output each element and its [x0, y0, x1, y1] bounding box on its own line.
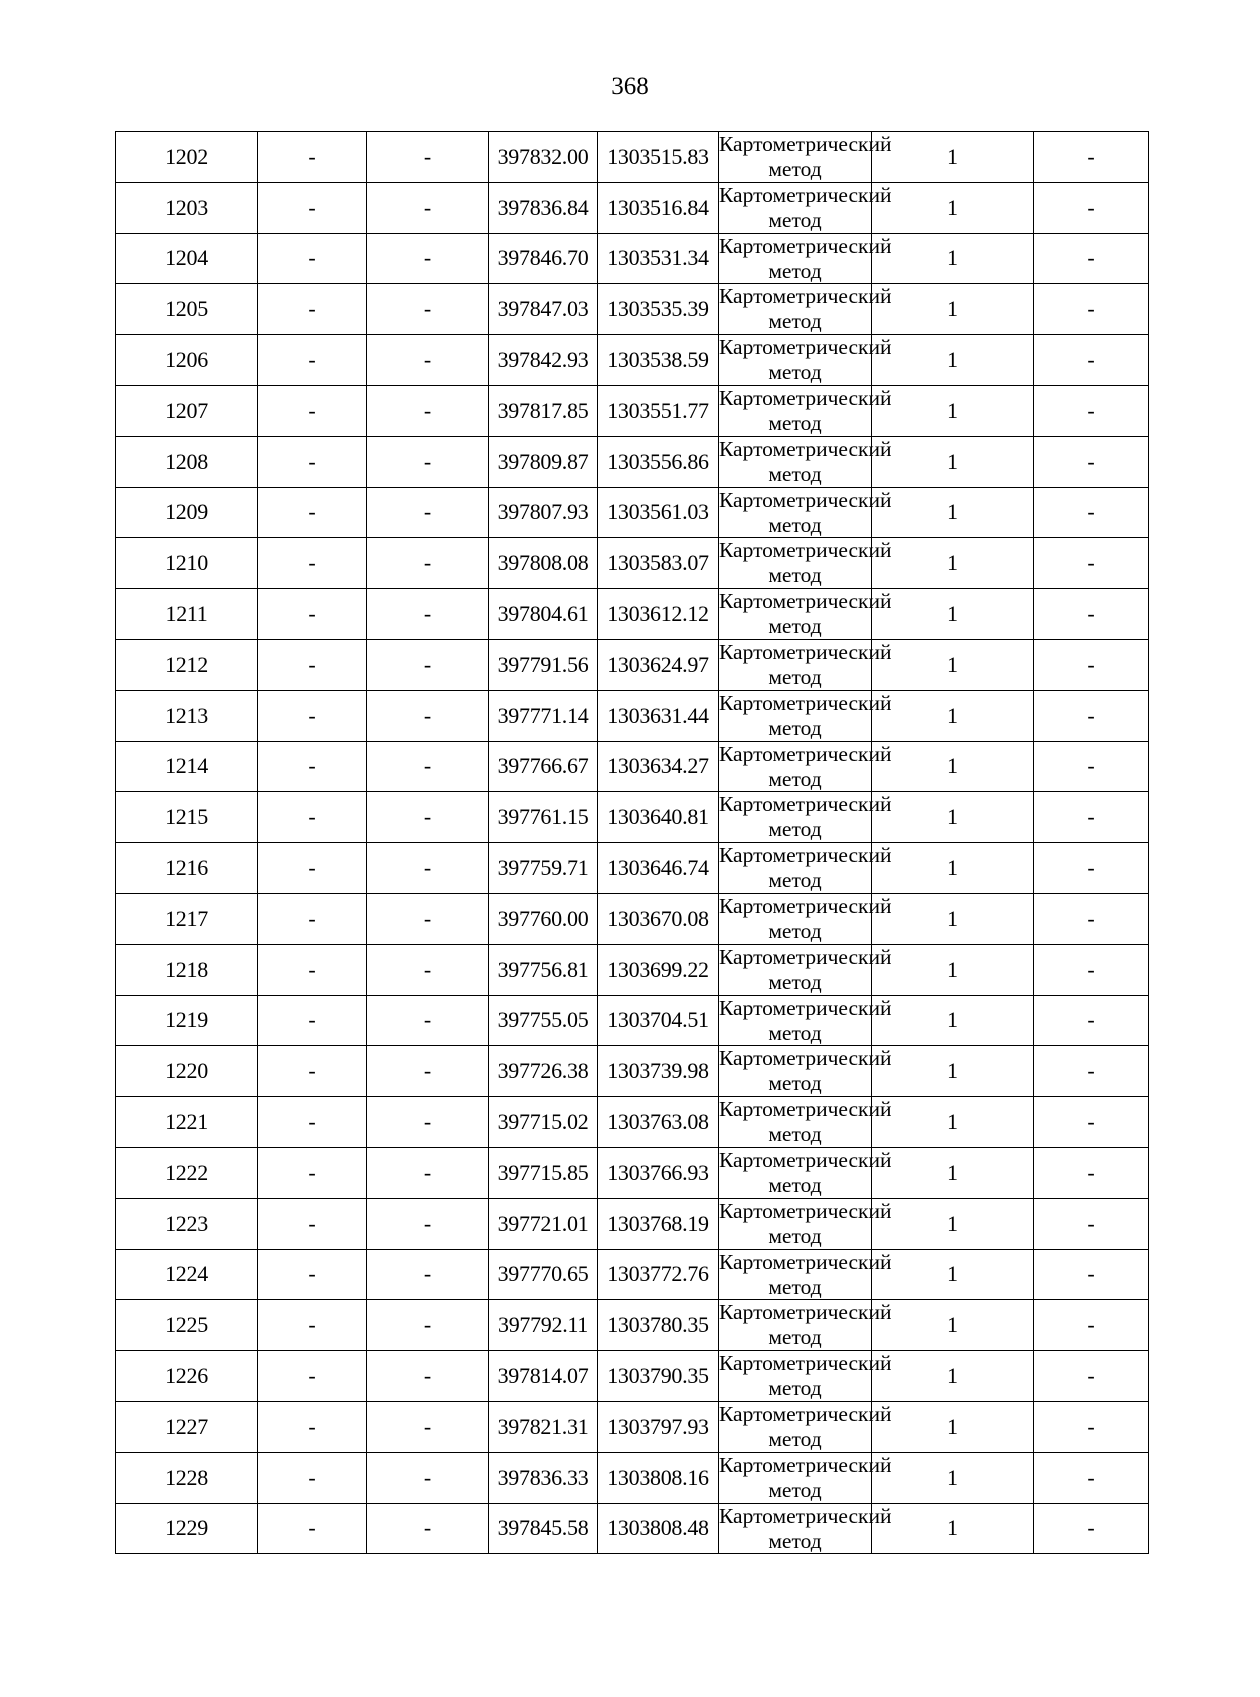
- method-text: Картометрический метод: [719, 132, 892, 181]
- coordinate-x-cell: 397821.31: [489, 1401, 598, 1452]
- accuracy-cell: 1: [872, 893, 1034, 944]
- note-dash-cell: -: [1034, 589, 1149, 640]
- coordinate-y-cell: 1303699.22: [598, 944, 719, 995]
- coordinate-x-cell: 397814.07: [489, 1351, 598, 1402]
- empty-dash-cell: -: [258, 1097, 367, 1148]
- empty-dash-cell: -: [367, 843, 489, 894]
- coordinate-y-cell: 1303631.44: [598, 690, 719, 741]
- empty-dash-cell: -: [367, 995, 489, 1046]
- table-row: [116, 335, 1149, 386]
- coordinate-x-cell: 397755.05: [489, 995, 598, 1046]
- method-cell: [719, 335, 892, 386]
- method-cell: [719, 538, 892, 589]
- empty-dash-cell: -: [367, 132, 489, 183]
- method-cell: [719, 589, 892, 640]
- accuracy-cell: 1: [872, 690, 1034, 741]
- accuracy-cell: 1: [872, 741, 1034, 792]
- empty-dash-cell: -: [258, 1249, 367, 1300]
- note-dash-cell: -: [1034, 690, 1149, 741]
- note-dash-cell: -: [1034, 1249, 1149, 1300]
- page-number: 368: [611, 73, 649, 100]
- note-dash-cell: -: [1034, 1503, 1149, 1554]
- method-text: Картометрический метод: [719, 690, 892, 740]
- note-dash-cell: -: [1034, 182, 1149, 233]
- coordinate-y-cell: 1303561.03: [598, 487, 719, 538]
- empty-dash-cell: -: [367, 1401, 489, 1452]
- empty-dash-cell: -: [367, 385, 489, 436]
- note-dash-cell: -: [1034, 1300, 1149, 1351]
- empty-dash-cell: -: [367, 233, 489, 284]
- coordinate-x-cell: 397836.33: [489, 1452, 598, 1503]
- coordinate-y-cell: 1303808.48: [598, 1503, 719, 1554]
- point-number-cell: 1207: [116, 385, 258, 436]
- method-cell: [719, 385, 892, 436]
- empty-dash-cell: -: [258, 182, 367, 233]
- coordinate-x-cell: 397759.71: [489, 843, 598, 894]
- note-dash-cell: -: [1034, 132, 1149, 183]
- point-number-cell: 1210: [116, 538, 258, 589]
- coordinate-x-cell: 397807.93: [489, 487, 598, 538]
- coordinate-y-cell: 1303583.07: [598, 538, 719, 589]
- method-cell: [719, 1452, 892, 1503]
- coordinate-x-cell: 397715.02: [489, 1097, 598, 1148]
- coordinate-x-cell: 397721.01: [489, 1198, 598, 1249]
- coordinate-x-cell: 397832.00: [489, 132, 598, 183]
- table-row: [116, 741, 1149, 792]
- empty-dash-cell: -: [367, 1198, 489, 1249]
- method-cell: [719, 1147, 892, 1198]
- method-cell: [719, 1401, 892, 1452]
- accuracy-cell: 1: [872, 589, 1034, 640]
- empty-dash-cell: -: [258, 538, 367, 589]
- note-dash-cell: -: [1034, 792, 1149, 843]
- accuracy-cell: 1: [872, 1503, 1034, 1554]
- point-number-cell: 1226: [116, 1351, 258, 1402]
- empty-dash-cell: -: [258, 233, 367, 284]
- note-dash-cell: -: [1034, 335, 1149, 386]
- method-cell: [719, 792, 892, 843]
- empty-dash-cell: -: [367, 741, 489, 792]
- empty-dash-cell: -: [258, 995, 367, 1046]
- point-number-cell: 1225: [116, 1300, 258, 1351]
- method-cell: [719, 1097, 892, 1148]
- table-row: [116, 995, 1149, 1046]
- empty-dash-cell: -: [367, 436, 489, 487]
- coordinate-y-cell: 1303772.76: [598, 1249, 719, 1300]
- coordinate-y-cell: 1303612.12: [598, 589, 719, 640]
- point-number-cell: 1219: [116, 995, 258, 1046]
- method-cell: [719, 1249, 892, 1300]
- method-cell: [719, 182, 892, 233]
- method-text: Картометрический метод: [719, 741, 892, 791]
- point-number-cell: 1221: [116, 1097, 258, 1148]
- point-number-cell: 1211: [116, 589, 258, 640]
- coordinate-x-cell: 397808.08: [489, 538, 598, 589]
- coordinate-x-cell: 397761.15: [489, 792, 598, 843]
- coordinate-y-cell: 1303780.35: [598, 1300, 719, 1351]
- empty-dash-cell: -: [367, 284, 489, 335]
- empty-dash-cell: -: [258, 1452, 367, 1503]
- table-row: [116, 1147, 1149, 1198]
- coordinate-y-cell: 1303634.27: [598, 741, 719, 792]
- coordinate-y-cell: 1303515.83: [598, 132, 719, 183]
- note-dash-cell: -: [1034, 944, 1149, 995]
- accuracy-cell: 1: [872, 436, 1034, 487]
- note-dash-cell: -: [1034, 1147, 1149, 1198]
- empty-dash-cell: -: [258, 1046, 367, 1097]
- method-cell: [719, 741, 892, 792]
- method-text: Картометрический метод: [719, 436, 892, 486]
- accuracy-cell: 1: [872, 182, 1034, 233]
- point-number-cell: 1208: [116, 436, 258, 487]
- coordinate-x-cell: 397804.61: [489, 589, 598, 640]
- coordinate-y-cell: 1303538.59: [598, 335, 719, 386]
- accuracy-cell: 1: [872, 335, 1034, 386]
- point-number-cell: 1220: [116, 1046, 258, 1097]
- table-row: [116, 1046, 1149, 1097]
- method-cell: [719, 995, 892, 1046]
- coordinate-x-cell: 397836.84: [489, 182, 598, 233]
- empty-dash-cell: -: [367, 893, 489, 944]
- method-cell: [719, 1351, 892, 1402]
- coordinate-x-cell: 397817.85: [489, 385, 598, 436]
- table-row: [116, 436, 1149, 487]
- point-number-cell: 1209: [116, 487, 258, 538]
- coordinate-x-cell: 397760.00: [489, 893, 598, 944]
- method-cell: [719, 487, 892, 538]
- table-row: [116, 944, 1149, 995]
- method-text: Картометрический метод: [719, 1147, 892, 1197]
- accuracy-cell: 1: [872, 1198, 1034, 1249]
- coordinate-y-cell: 1303670.08: [598, 893, 719, 944]
- empty-dash-cell: -: [258, 1300, 367, 1351]
- coordinate-y-cell: 1303624.97: [598, 639, 719, 690]
- note-dash-cell: -: [1034, 893, 1149, 944]
- method-cell: [719, 1503, 892, 1554]
- accuracy-cell: 1: [872, 233, 1034, 284]
- coordinate-y-cell: 1303531.34: [598, 233, 719, 284]
- coordinate-x-cell: 397845.58: [489, 1503, 598, 1554]
- table-row: [116, 132, 1149, 183]
- coordinate-y-cell: 1303790.35: [598, 1351, 719, 1402]
- note-dash-cell: -: [1034, 995, 1149, 1046]
- method-text: Картометрический метод: [719, 233, 892, 283]
- method-text: Картометрический метод: [719, 1351, 892, 1401]
- coordinate-y-cell: 1303551.77: [598, 385, 719, 436]
- note-dash-cell: -: [1034, 741, 1149, 792]
- point-number-cell: 1223: [116, 1198, 258, 1249]
- method-text: Картометрический метод: [719, 893, 892, 943]
- note-dash-cell: -: [1034, 1046, 1149, 1097]
- empty-dash-cell: -: [258, 1351, 367, 1402]
- method-text: Картометрический метод: [719, 1249, 892, 1299]
- point-number-cell: 1227: [116, 1401, 258, 1452]
- coordinate-x-cell: 397715.85: [489, 1147, 598, 1198]
- coordinate-y-cell: 1303808.16: [598, 1452, 719, 1503]
- coordinate-y-cell: 1303516.84: [598, 182, 719, 233]
- empty-dash-cell: -: [258, 284, 367, 335]
- method-text: Картометрический метод: [719, 284, 892, 334]
- accuracy-cell: 1: [872, 1300, 1034, 1351]
- method-text: Картометрический метод: [719, 792, 892, 842]
- accuracy-cell: 1: [872, 1097, 1034, 1148]
- table-row: [116, 233, 1149, 284]
- accuracy-cell: 1: [872, 284, 1034, 335]
- point-number-cell: 1229: [116, 1503, 258, 1554]
- note-dash-cell: -: [1034, 284, 1149, 335]
- note-dash-cell: -: [1034, 1351, 1149, 1402]
- empty-dash-cell: -: [258, 335, 367, 386]
- table-row: [116, 538, 1149, 589]
- coordinates-table: [115, 131, 1149, 1554]
- method-text: Картометрический метод: [719, 487, 892, 537]
- point-number-cell: 1203: [116, 182, 258, 233]
- coordinate-y-cell: 1303766.93: [598, 1147, 719, 1198]
- empty-dash-cell: -: [367, 1351, 489, 1402]
- method-cell: [719, 843, 892, 894]
- empty-dash-cell: -: [367, 1249, 489, 1300]
- method-text: Картометрический метод: [719, 1046, 892, 1096]
- point-number-cell: 1213: [116, 690, 258, 741]
- table-row: [116, 1198, 1149, 1249]
- empty-dash-cell: -: [258, 944, 367, 995]
- table-row: [116, 792, 1149, 843]
- coordinate-x-cell: 397792.11: [489, 1300, 598, 1351]
- method-cell: [719, 639, 892, 690]
- coordinate-y-cell: 1303768.19: [598, 1198, 719, 1249]
- coordinate-x-cell: 397846.70: [489, 233, 598, 284]
- point-number-cell: 1206: [116, 335, 258, 386]
- method-cell: [719, 132, 892, 183]
- table-row: [116, 893, 1149, 944]
- accuracy-cell: 1: [872, 1351, 1034, 1402]
- table-row: [116, 690, 1149, 741]
- method-text: Картометрический метод: [719, 843, 892, 893]
- empty-dash-cell: -: [367, 690, 489, 741]
- empty-dash-cell: -: [367, 335, 489, 386]
- empty-dash-cell: -: [367, 1452, 489, 1503]
- empty-dash-cell: -: [367, 589, 489, 640]
- empty-dash-cell: -: [258, 1401, 367, 1452]
- point-number-cell: 1214: [116, 741, 258, 792]
- coordinate-y-cell: 1303556.86: [598, 436, 719, 487]
- table-row: [116, 589, 1149, 640]
- accuracy-cell: 1: [872, 944, 1034, 995]
- empty-dash-cell: -: [258, 639, 367, 690]
- empty-dash-cell: -: [258, 132, 367, 183]
- accuracy-cell: 1: [872, 1046, 1034, 1097]
- accuracy-cell: 1: [872, 995, 1034, 1046]
- table-row: [116, 182, 1149, 233]
- table-row: [116, 487, 1149, 538]
- coordinate-x-cell: 397756.81: [489, 944, 598, 995]
- coordinates-table-body: [116, 132, 1149, 1554]
- empty-dash-cell: -: [367, 1147, 489, 1198]
- method-text: Картометрический метод: [719, 385, 892, 435]
- method-text: Картометрический метод: [719, 335, 892, 385]
- method-text: Картометрический метод: [719, 995, 892, 1045]
- note-dash-cell: -: [1034, 1401, 1149, 1452]
- method-cell: [719, 284, 892, 335]
- coordinate-x-cell: 397842.93: [489, 335, 598, 386]
- note-dash-cell: -: [1034, 1097, 1149, 1148]
- empty-dash-cell: -: [258, 589, 367, 640]
- coordinate-y-cell: 1303646.74: [598, 843, 719, 894]
- point-number-cell: 1215: [116, 792, 258, 843]
- coordinate-x-cell: 397770.65: [489, 1249, 598, 1300]
- method-text: Картометрический метод: [719, 589, 892, 639]
- method-text: Картометрический метод: [719, 1503, 892, 1553]
- coordinate-y-cell: 1303763.08: [598, 1097, 719, 1148]
- empty-dash-cell: -: [258, 792, 367, 843]
- table-row: [116, 639, 1149, 690]
- table-row: [116, 385, 1149, 436]
- empty-dash-cell: -: [258, 893, 367, 944]
- note-dash-cell: -: [1034, 385, 1149, 436]
- point-number-cell: 1202: [116, 132, 258, 183]
- point-number-cell: 1204: [116, 233, 258, 284]
- coordinate-x-cell: 397791.56: [489, 639, 598, 690]
- accuracy-cell: 1: [872, 639, 1034, 690]
- accuracy-cell: 1: [872, 1401, 1034, 1452]
- coordinate-y-cell: 1303640.81: [598, 792, 719, 843]
- coordinate-y-cell: 1303535.39: [598, 284, 719, 335]
- method-text: Картометрический метод: [719, 182, 892, 232]
- empty-dash-cell: -: [367, 1300, 489, 1351]
- empty-dash-cell: -: [367, 944, 489, 995]
- empty-dash-cell: -: [367, 639, 489, 690]
- empty-dash-cell: -: [367, 182, 489, 233]
- method-cell: [719, 1198, 892, 1249]
- accuracy-cell: 1: [872, 487, 1034, 538]
- empty-dash-cell: -: [258, 1198, 367, 1249]
- empty-dash-cell: -: [367, 538, 489, 589]
- method-text: Картометрический метод: [719, 1300, 892, 1350]
- empty-dash-cell: -: [258, 436, 367, 487]
- point-number-cell: 1216: [116, 843, 258, 894]
- note-dash-cell: -: [1034, 538, 1149, 589]
- method-text: Картометрический метод: [719, 1198, 892, 1248]
- empty-dash-cell: -: [258, 1147, 367, 1198]
- empty-dash-cell: -: [367, 1046, 489, 1097]
- method-cell: [719, 893, 892, 944]
- coordinate-y-cell: 1303797.93: [598, 1401, 719, 1452]
- method-text: Картометрический метод: [719, 1401, 892, 1451]
- accuracy-cell: 1: [872, 132, 1034, 183]
- empty-dash-cell: -: [258, 487, 367, 538]
- note-dash-cell: -: [1034, 436, 1149, 487]
- empty-dash-cell: -: [367, 487, 489, 538]
- table-row: [116, 1503, 1149, 1554]
- table-row: [116, 843, 1149, 894]
- empty-dash-cell: -: [258, 385, 367, 436]
- table-row: [116, 1452, 1149, 1503]
- note-dash-cell: -: [1034, 1198, 1149, 1249]
- accuracy-cell: 1: [872, 843, 1034, 894]
- note-dash-cell: -: [1034, 843, 1149, 894]
- method-cell: [719, 944, 892, 995]
- empty-dash-cell: -: [258, 843, 367, 894]
- accuracy-cell: 1: [872, 1249, 1034, 1300]
- point-number-cell: 1205: [116, 284, 258, 335]
- table-row: [116, 1351, 1149, 1402]
- method-text: Картометрический метод: [719, 1097, 892, 1147]
- coordinate-y-cell: 1303739.98: [598, 1046, 719, 1097]
- accuracy-cell: 1: [872, 1452, 1034, 1503]
- table-row: [116, 1401, 1149, 1452]
- accuracy-cell: 1: [872, 1147, 1034, 1198]
- coordinate-x-cell: 397809.87: [489, 436, 598, 487]
- point-number-cell: 1228: [116, 1452, 258, 1503]
- method-cell: [719, 233, 892, 284]
- empty-dash-cell: -: [367, 1097, 489, 1148]
- method-cell: [719, 690, 892, 741]
- note-dash-cell: -: [1034, 233, 1149, 284]
- point-number-cell: 1224: [116, 1249, 258, 1300]
- method-cell: [719, 1046, 892, 1097]
- empty-dash-cell: -: [258, 690, 367, 741]
- empty-dash-cell: -: [367, 1503, 489, 1554]
- empty-dash-cell: -: [367, 792, 489, 843]
- table-row: [116, 1249, 1149, 1300]
- coordinate-x-cell: 397771.14: [489, 690, 598, 741]
- point-number-cell: 1218: [116, 944, 258, 995]
- empty-dash-cell: -: [258, 1503, 367, 1554]
- accuracy-cell: 1: [872, 538, 1034, 589]
- method-cell: [719, 436, 892, 487]
- point-number-cell: 1217: [116, 893, 258, 944]
- note-dash-cell: -: [1034, 639, 1149, 690]
- coordinate-x-cell: 397847.03: [489, 284, 598, 335]
- table-row: [116, 284, 1149, 335]
- method-cell: [719, 1300, 892, 1351]
- note-dash-cell: -: [1034, 1452, 1149, 1503]
- coordinate-x-cell: 397766.67: [489, 741, 598, 792]
- table-row: [116, 1097, 1149, 1148]
- coordinate-x-cell: 397726.38: [489, 1046, 598, 1097]
- empty-dash-cell: -: [258, 741, 367, 792]
- note-dash-cell: -: [1034, 487, 1149, 538]
- method-text: Картометрический метод: [719, 538, 892, 588]
- method-text: Картометрический метод: [719, 1452, 892, 1502]
- accuracy-cell: 1: [872, 385, 1034, 436]
- coordinate-y-cell: 1303704.51: [598, 995, 719, 1046]
- accuracy-cell: 1: [872, 792, 1034, 843]
- point-number-cell: 1222: [116, 1147, 258, 1198]
- method-text: Картометрический метод: [719, 639, 892, 689]
- table-row: [116, 1300, 1149, 1351]
- point-number-cell: 1212: [116, 639, 258, 690]
- method-text: Картометрический метод: [719, 944, 892, 994]
